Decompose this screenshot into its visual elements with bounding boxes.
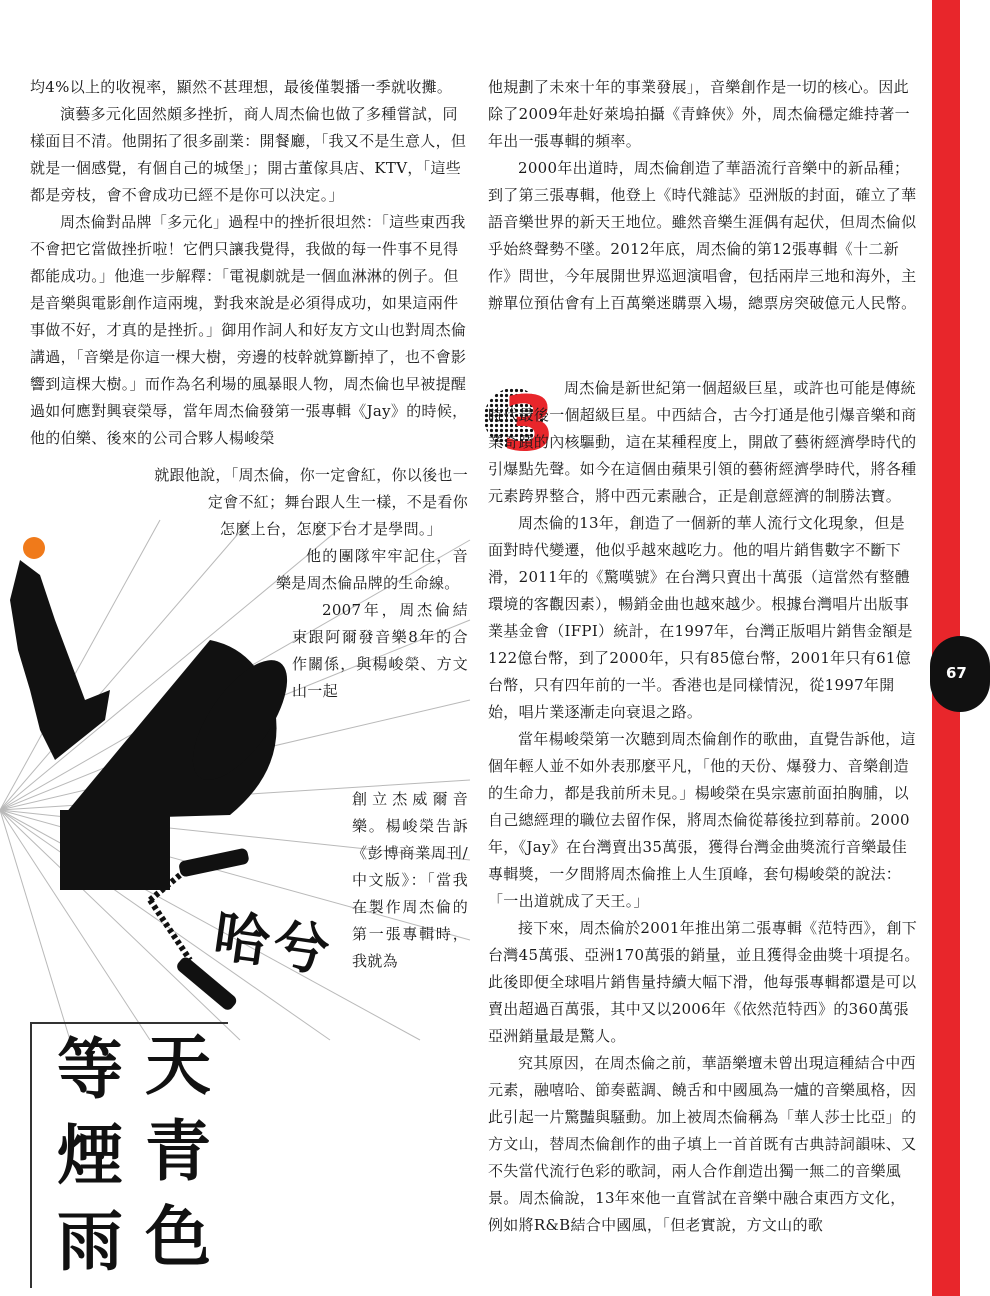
- paragraph: 演藝多元化固然頗多挫折，商人周杰倫也做了多種嘗試，同樣面目不清。他開拓了很多副業：開餐廳，「我又不是生意人，但就是一個感覺，有個自己的城堡」；開古董傢具店、KTV，「這些都是旁枝，會不會成功已經不是你可以決定。」: [30, 105, 467, 204]
- wrap-line: 2007年，周杰倫結束跟阿爾發音樂8年的合作關係，與楊峻榮、方文山一起: [292, 601, 468, 700]
- left-column-text: [30, 74, 468, 452]
- right-column-text: [488, 74, 920, 317]
- paragraph: 周杰倫是新世紀第一個超級巨星，或許也可能是傳統時代最後一個超級巨星。中西結合，古今打通是他引爆音樂和商業奇蹟的內核驅動，這在某種程度上，開啟了藝術經濟學時代的引爆點先聲。如今在這個由蘋果引領的藝術經濟學時代，將各種元素跨界整合，將中西元素融合，正是創意經濟的制勝法寶。: [488, 379, 917, 505]
- paragraph: 2000年出道時，周杰倫創造了華語流行音樂中的新品種；到了第三張專輯，他登上《時代雜誌》亞洲版的封面，確立了華語音樂世界的新天王地位。雖然音樂生涯偶有起伏，但周杰倫似乎始終聲勢不墜。2012年底，周杰倫的第12張專輯《十二新作》問世，今年展開世界巡迴演唱會，包括兩岸三地和海外，主辦單位預估會有上百萬樂迷購票入場，總票房突破億元人民幣。: [488, 159, 917, 312]
- page-number: 67: [946, 664, 967, 682]
- wrap-line: 創立杰威爾音樂。楊峻榮告訴《彭博商業周刊/中文版》：「當我在製作周杰倫的第一張專輯時，我就為: [352, 790, 468, 970]
- subtitle-haxi: 哈兮: [209, 903, 338, 985]
- paragraph: 周杰倫的13年，創造了一個新的華人流行文化現象，但是面對時代變遷，他似乎越來越吃力。他的唱片銷售數字不斷下滑，2011年的《驚嘆號》在台灣只賣出十萬張（這當然有整體環境的客觀因素），暢銷金曲也越來越少。根據台灣唱片出版事業基金會（IFPI）統計，在1997年，台灣正版唱片銷售金額是122億台幣，到了2000年，只有85億台幣，2001年只有61億台幣，只有四年前的一半。香港也是同樣情況，從1997年開始，唱片業逐漸走向衰退之路。: [488, 514, 913, 721]
- wrap-line: 他的團隊牢牢記住，音樂是周杰倫品牌的生命線。: [276, 547, 468, 592]
- paragraph: 周杰倫對品牌「多元化」過程中的挫折很坦然：「這些東西我不會把它當做挫折啦！它們只讓我覺得，我做的每一件事不見得都能成功。」他進一步解釋：「電視劇就是一個血淋淋的例子。但是音樂與電影創作這兩塊，對我來說是必須得成功，如果這兩件事做不好，才真的是挫折。」御用作詞人和好友方文山也對周杰倫講過，「音樂是你這一棵大樹，旁邊的枝幹就算斷掉了，也不會影響到這棵大樹。」而作為名利場的風暴眼人物，周杰倫也早被提醒過如何應對興衰榮辱，當年周杰倫發第一張專輯《Jay》的時候，他的伯樂、後來的公司合夥人楊峻榮: [30, 213, 468, 447]
- section-number: 3: [502, 379, 555, 468]
- wrap-line: 定會不紅；舞台跟人生一樣，不是看你: [207, 493, 468, 511]
- title-left-column: 等煙雨: [57, 1030, 123, 1280]
- paragraph: 均4%以上的收視率，顯然不甚理想，最後僅製播一季就收攤。: [30, 78, 453, 96]
- paragraph: 當年楊峻榮第一次聽到周杰倫創作的歌曲，直覺告訴他，這個年輕人並不如外表那麼平凡，「他的天份、爆發力、音樂創造的生命力，都是我前所未見。」楊峻榮在吳宗憲前面拍胸脯，以自己總經理的職位去留作保，將周杰倫從幕後拉到幕前。2000年，《Jay》在台灣賣出35萬張，獲得台灣金曲獎流行音樂最佳專輯獎，一夕間將周杰倫推上人生頂峰，套句楊峻榮的說法：「一出道就成了天王。」: [488, 730, 916, 910]
- player-silhouette: [10, 560, 110, 760]
- wrap-line: 就跟他說，「周杰倫，你一定會紅，你以後也一: [154, 466, 468, 484]
- gramophone-base: [60, 810, 170, 890]
- paragraph: 他規劃了未來十年的事業發展」，音樂創作是一切的核心。因此除了2009年赴好萊塢拍攝《青蜂俠》外，周杰倫穩定維持著一年出一張專輯的頻率。: [488, 78, 910, 150]
- paragraph: 究其原因，在周杰倫之前，華語樂壇未曾出現這種結合中西元素，融嘻哈、節奏藍調、饒舌和中國風為一爐的音樂風格，因此引起一片驚豔與騷動。加上被周杰倫稱為「華人莎士比亞」的方文山，替周杰倫創作的曲子填上一首首既有古典詩詞韻味、又不失當代流行色彩的歌詞，兩人合作創造出獨一無二的音樂風景。周杰倫說，13年來他一直嘗試在音樂中融合東西方文化，例如將R&B結合中國風，「但老實說，方文山的歌: [488, 1054, 917, 1234]
- wrap-line: 怎麼上台，怎麼下台才是學問。」: [220, 520, 443, 538]
- section-3-text: [488, 375, 920, 1239]
- title-right-column: 天青色: [145, 1026, 211, 1276]
- basketball-icon: [23, 537, 45, 559]
- paragraph: 接下來，周杰倫於2001年推出第二張專輯《范特西》，創下台灣45萬張、亞洲170萬張的銷量，並且獲得金曲獎十項提名。此後即便全球唱片銷售量持續大幅下滑，他每張專輯都還是可以賣出超過百萬張，其中又以2006年《依然范特西》的360萬張亞洲銷量最是驚人。: [488, 919, 920, 1045]
